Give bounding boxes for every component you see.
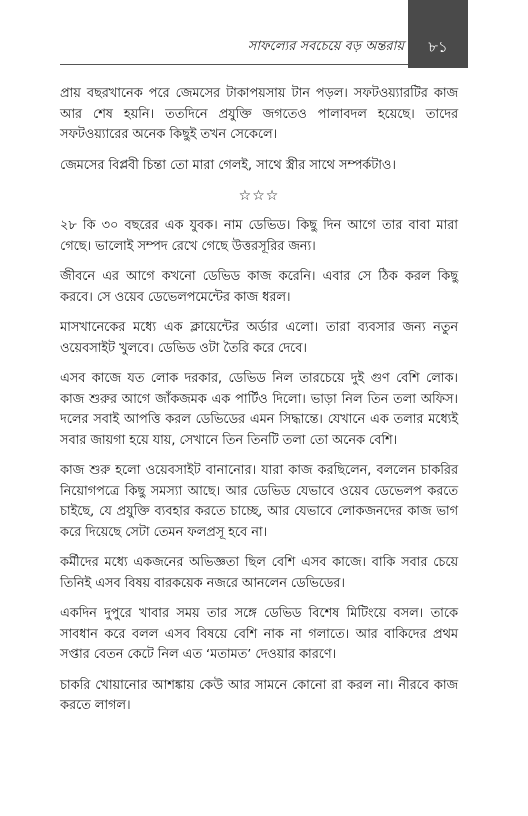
header-rule xyxy=(60,64,408,65)
paragraph: এসব কাজে যত লোক দরকার, ডেভিড নিল তারচেয়ে দুই গুণ বেশি লোক। কাজ শুরুর আগে জাঁকজমক এক পার্টিও দিলো। ভাড়া নিল তিন তলা অফিস। দলের সবাই আপত্তি করল ডেভিডের এমন সিদ্ধান্তে। যেখানে এক তলার মধ্যেই সবার জায়গা হয়ে যায়, সেখানে তিন তিনটি তলা তো অনেক বেশি। xyxy=(60,371,458,448)
page-number-tab xyxy=(408,0,468,68)
section-break-stars-icon: ☆☆☆ xyxy=(238,188,280,204)
running-title: সাফল্যের সবচেয়ে বড় অন্তরায় xyxy=(247,39,404,54)
page-header xyxy=(0,0,528,68)
page-body xyxy=(60,84,458,727)
paragraph: ২৮ কি ৩০ বছরের এক যুবক। নাম ডেভিড। কিছু দিন আগে তার বাবা মারা গেছে। ভালোই সম্পদ রেখে গেছে উত্তরসূরির জন্য। xyxy=(60,218,458,254)
paragraph: মাসখানেকের মধ্যে এক ক্লায়েন্টের অর্ডার এলো। তারা ব্যবসার জন্য নতুন ওয়েবসাইট খুলবে। ডেভিড ওটা তৈরি করে দেবে। xyxy=(60,320,458,356)
paragraph: জীবনে এর আগে কখনো ডেভিড কাজ করেনি। এবার সে ঠিক করল কিছু করবে। সে ওয়েব ডেভেলপমেন্টের কাজ ধরল। xyxy=(60,269,458,305)
paragraph: একদিন দুপুরে খাবার সময় তার সঙ্গে ডেভিড বিশেষ মিটিংয়ে বসল। তাকে সাবধান করে বলল এসব বিষয়ে বেশি নাক না গলাতে। আর বাকিদের প্রথম সপ্তার বেতন কেটে নিল এত ‘মতামত’ দেওয়ার কারণে। xyxy=(60,606,458,662)
paragraph: কর্মীদের মধ্যে একজনের অভিজ্ঞতা ছিল বেশি এসব কাজে। বাকি সবার চেয়ে তিনিই এসব বিষয় বারকয়েক নজরে আনলেন ডেভিডের। xyxy=(60,555,458,591)
paragraph: কাজ শুরু হলো ওয়েবসাইট বানানোর। যারা কাজ করছিলেন, বললেন চাকরির নিয়োগপত্রে কিছু সমস্যা আছে। আর ডেভিড যেভাবে ওয়েব ডেভেলপ করতে চাইছে, যে প্রযুক্তি ব্যবহার করতে চাচ্ছে, আর যেভাবে লোকজনদের কাজ ভাগ করে দিয়েছে সেটা তেমন ফলপ্রসূ হবে না। xyxy=(60,463,458,540)
paragraph: চাকরি খোয়ানোর আশঙ্কায় কেউ আর সামনে কোনো রা করল না। নীরবে কাজ করতে লাগল। xyxy=(60,677,458,713)
page-number: ৮১ xyxy=(428,38,448,56)
paragraph: প্রায় বছরখানেক পরে জেমসের টাকাপয়সায় টান পড়ল। সফটওয়্যারটির কাজ আর শেষ হয়নি। ততদিনে প্রযুক্তি জগতেও পালাবদল হয়েছে। তাদের সফটওয়্যারের অনেক কিছুই তখন সেকেলে। xyxy=(60,86,458,142)
paragraph: জেমসের বিপ্লবী চিন্তা তো মারা গেলই, সাথে স্ত্রীর সাথে সম্পর্কটাও। xyxy=(60,157,396,173)
